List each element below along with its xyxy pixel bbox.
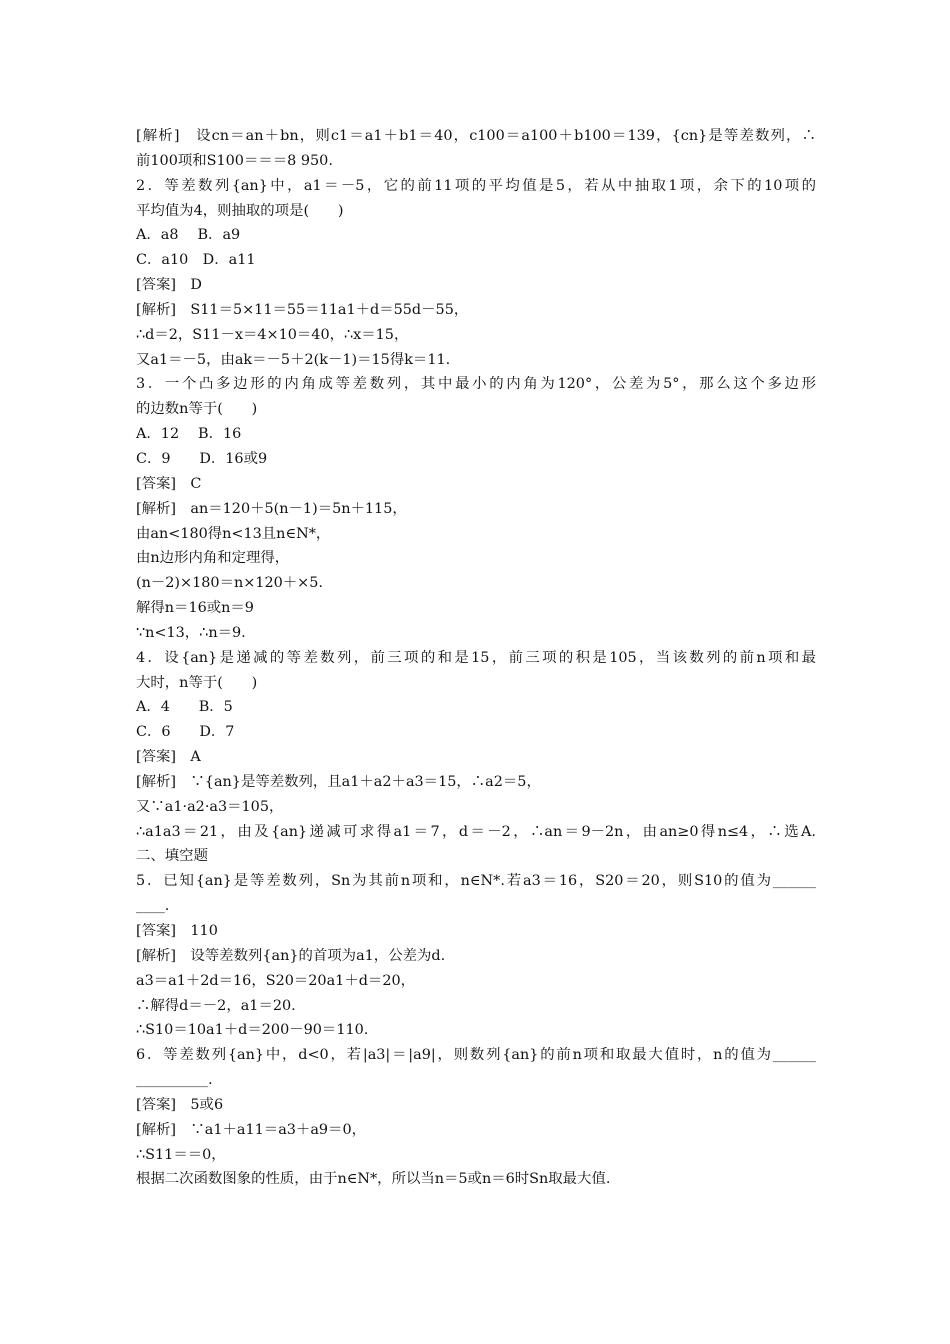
text-line: 4．设{an}是递减的等差数列，前三项的和是15，前三项的积是105，当该数列的前n项和最	[136, 649, 816, 666]
text-line: [解析] ∵a1＋a11＝a3＋a9＝0，	[136, 1121, 366, 1138]
text-line: [答案] A	[136, 749, 201, 766]
text-line: 前100项和S100＝＝＝8 950.	[136, 152, 333, 169]
text-line: [答案] 110	[136, 923, 218, 939]
text-line: 的边数n等于( )	[136, 401, 258, 418]
text-line: A．4 B．5	[136, 699, 233, 716]
text-line: ∴S10＝10a1＋d＝200－90＝110.	[136, 1022, 369, 1039]
text-line: 根据二次函数图象的性质，由于n∈N*，所以当n＝5或n＝6时Sn取最大值.	[136, 1171, 611, 1188]
text-line: 又a1＝－5，由ak＝－5＋2(k－1)＝15得k＝11.	[136, 351, 451, 368]
text-line: [答案] 5或6	[136, 1096, 224, 1113]
text-line: 由an<180得n<13且n∈N*，	[136, 525, 331, 542]
text-line: ∴d＝2，S11－x＝4×10＝40，∴x＝15，	[136, 326, 409, 343]
text-line: 6．等差数列{an}中，d<0，若|a3|＝|a9|，则数列{an}的前n项和取最大值时，n的值为______	[136, 1047, 816, 1064]
text-line: ∴a1a3＝21，由及{an}递减可求得a1＝7，d＝－2，∴an＝9－2n，由an≥0得n≤4，∴选A.	[136, 823, 816, 840]
text-line: C．6 D．7	[136, 724, 235, 741]
text-line: [解析] S11＝5×11＝55＝11a1＋d＝55d－55，	[136, 301, 469, 318]
document-body	[136, 124, 816, 1192]
text-line: 解得n＝16或n＝9	[136, 600, 254, 617]
text-line: 2．等差数列{an}中，a1＝－5，它的前11项的平均值是5，若从中抽取1项，余下的10项的	[136, 177, 816, 194]
text-line: 5．已知{an}是等差数列，Sn为其前n项和，n∈N*.若a3＝16，S20＝20，则S10的值为______	[136, 873, 816, 890]
text-line: [解析] ∵{an}是等差数列，且a1＋a2＋a3＝15，∴a2＝5，	[136, 773, 541, 790]
text-line: ____.	[136, 898, 170, 915]
text-line: A．12 B．16	[136, 426, 242, 443]
text-line: [答案] C	[136, 475, 202, 492]
text-line: 大时，n等于( )	[136, 674, 258, 691]
text-line: ∵n<13，∴n＝9.	[136, 624, 246, 641]
text-line: __________.	[136, 1072, 213, 1089]
section-heading: 二、填空题	[136, 848, 208, 865]
text-line: 又∵a1·a2·a3＝105，	[136, 798, 284, 815]
text-line: (n－2)×180＝n×120＋×5.	[136, 575, 323, 592]
text-line: C．9 D．16或9	[136, 450, 268, 467]
text-line: [答案] D	[136, 277, 202, 294]
text-line: a3＝a1＋2d＝16，S20＝20a1＋d＝20，	[136, 972, 416, 989]
text-line: 3．一个凸多边形的内角成等差数列，其中最小的内角为120°，公差为5°，那么这个多边形	[136, 376, 816, 393]
text-line: 平均值为4，则抽取的项是( )	[136, 202, 344, 219]
text-line: [解析] 设等差数列{an}的首项为a1，公差为d.	[136, 947, 446, 964]
text-line: [解析] an＝120＋5(n－1)＝5n＋115，	[136, 500, 407, 517]
text-line: ∴解得d＝－2，a1＝20.	[136, 997, 296, 1014]
text-line: [解析] 设cn＝an＋bn，则c1＝a1＋b1＝40，c100＝a100＋b100＝139，{cn}是等差数列，∴	[136, 128, 816, 144]
text-line: A．a8 B．a9	[136, 227, 241, 244]
text-line: C．a10 D．a11	[136, 252, 256, 269]
text-line: 由n边形内角和定理得，	[136, 550, 290, 567]
text-line: ∴S11＝＝0，	[136, 1146, 226, 1163]
